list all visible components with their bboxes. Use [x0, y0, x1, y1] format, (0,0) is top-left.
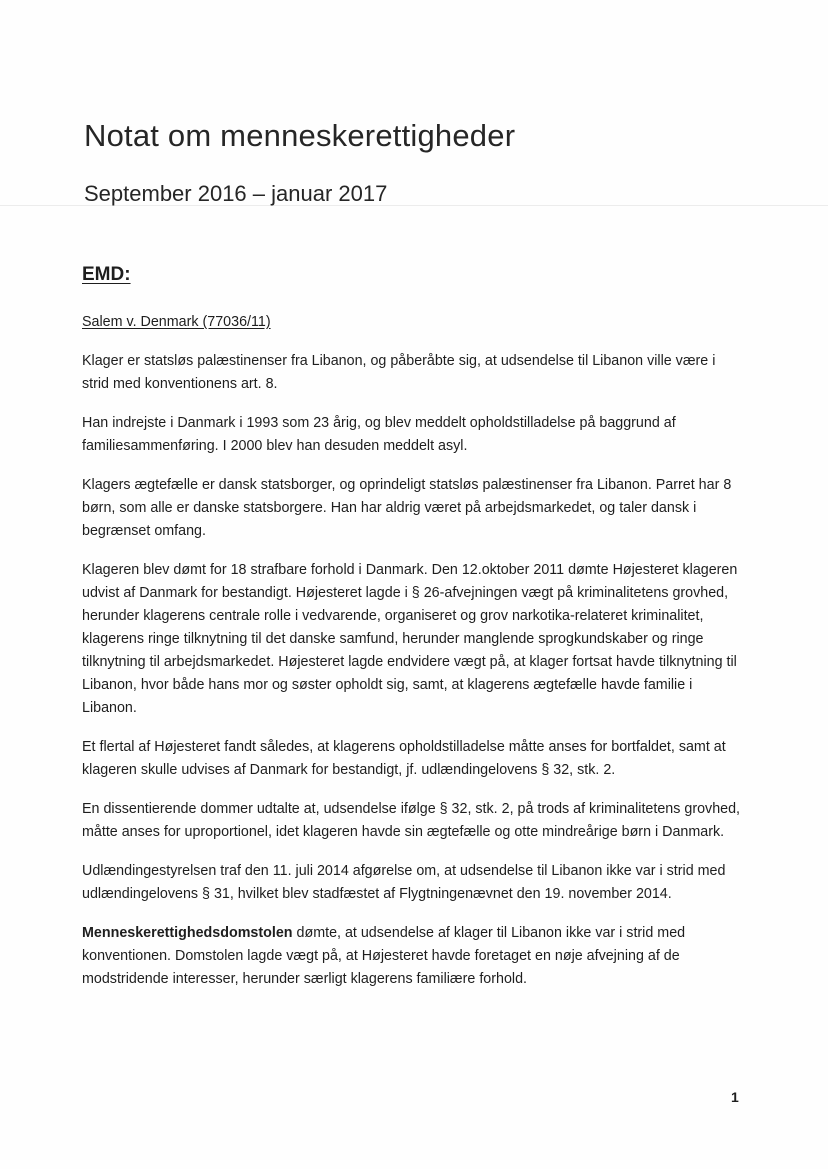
section-heading-emd: EMD: [82, 264, 131, 285]
case-title: Salem v. Denmark (77036/11) [82, 314, 271, 330]
paragraph-8-text: dømte, at udsendelse af klager til Libanon ikke var i strid med konventionen. Domstolen lagde vægt på, at Højesteret havde foretaget en nøje afvejning af de modstridende interesser, herunder særligt klagerens familiære forhold. [82, 925, 686, 987]
court-name-bold: Menneskerettighedsdomstolen [82, 925, 293, 941]
paragraph-2: Han indrejste i Danmark i 1993 som 23 årig, og blev meddelt opholdstilladelse på baggrund af familiesammenføring. I 2000 blev han desuden meddelt asyl. [82, 415, 676, 454]
paragraph-1: Klager er statsløs palæstinenser fra Libanon, og påberåbte sig, at udsendelse til Libanon ville være i strid med konventionens art. 8. [82, 353, 716, 392]
paragraph-8 [82, 922, 746, 991]
document-subtitle: September 2016 – januar 2017 [84, 181, 388, 206]
paragraph-4: Klageren blev dømt for 18 strafbare forhold i Danmark. Den 12.oktober 2011 dømte Højesteret klageren udvist af Danmark for bestandigt. Højesteret lagde i § 26-afvejningen vægt på kriminalitetens grovhed, herunder klagerens centrale rolle i vedvarende, organiseret og grov narkotika-relateret kriminalitet, klagerens ringe tilknytning til det danske samfund, herunder manglende sprogkundskaber og ringe tilknytning til arbejdsmarkedet. Højesteret lagde endvidere vægt på, at klager fortsat havde tilknytning til Libanon, hvor både hans mor og søster opholdt sig, samt, at klagerens ægtefælle havde familie i Libanon. [82, 562, 738, 716]
document-title: Notat om menneskerettigheder [84, 118, 516, 153]
paragraph-7: Udlændingestyrelsen traf den 11. juli 2014 afgørelse om, at udsendelse til Libanon ikke var i strid med udlændingelovens § 31, hvilket blev stadfæstet af Flygtningenævnet den 19. november 2014. [82, 863, 726, 902]
paragraph-3: Klagers ægtefælle er dansk statsborger, og oprindeligt statsløs palæstinenser fra Libanon. Parret har 8 børn, som alle er danske statsborgere. Han har aldrig været på arbejdsmarkedet, og taler dansk i begrænset omfang. [82, 477, 732, 539]
paragraph-5: Et flertal af Højesteret fandt således, at klagerens opholdstilladelse måtte anses for bortfaldet, samt at klageren skulle udvises af Danmark for bestandigt, jf. udlændingelovens § 32, stk. 2. [82, 739, 726, 778]
paragraph-6: En dissentierende dommer udtalte at, udsendelse ifølge § 32, stk. 2, på trods af kriminalitetens grovhed, måtte anses for uproportionel, idet klageren havde sin ægtefælle og otte mindreårige børn i Danmark. [82, 801, 741, 840]
page-number: 1 [731, 1089, 739, 1105]
document-body [82, 311, 746, 1007]
